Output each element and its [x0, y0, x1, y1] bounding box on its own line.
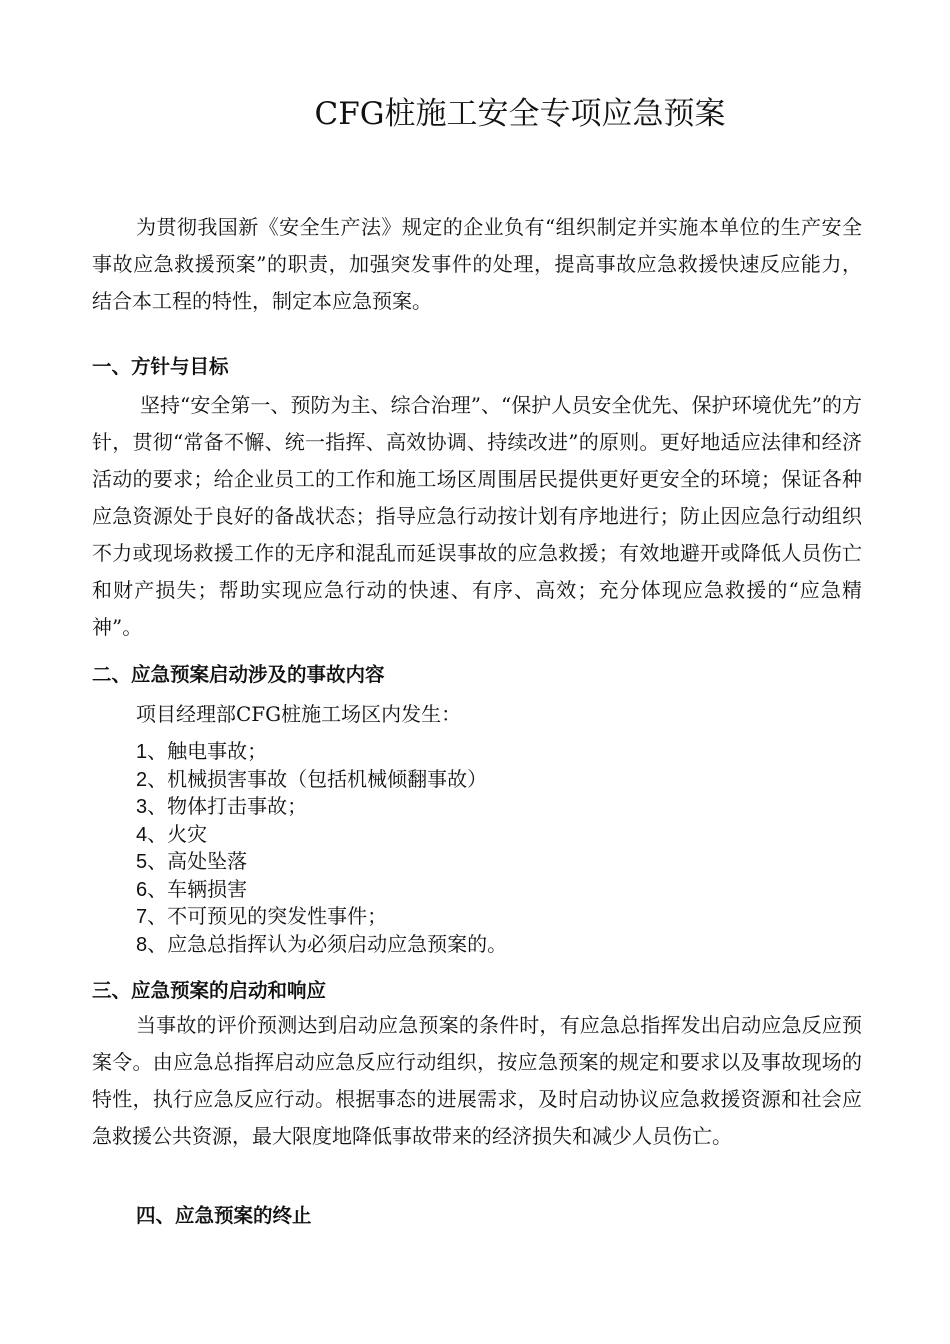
list-item: 7、不可预见的突发性事件；: [136, 904, 388, 928]
intro-paragraph: 为贯彻我国新《安全生产法》规定的企业负有“组织制定并实施本单位的生产安全事故应急救援预案”的职责，加强突发事件的处理，提高事故应急救援快速反应能力，结合本工程的特性，制定本应急预案。: [92, 215, 862, 313]
list-item: 3、物体打击事故；: [136, 794, 308, 818]
section-2-intro: 项目经理部CFG桩施工场区内发生：: [136, 702, 462, 726]
section-4-heading: 四、应急预案的终止: [136, 1204, 312, 1227]
accident-list: [136, 738, 507, 958]
list-item: 4、火灾: [136, 821, 208, 846]
list-item: 5、高处坠落: [136, 849, 248, 873]
list-item: 8、应急总指挥认为必须启动应急预案的。: [136, 931, 508, 956]
section-3-body: 当事故的评价预测达到启动应急预案的条件时，有应急总指挥发出启动应急反应预案令。由应急总指挥启动应急反应行动组织，按应急预案的规定和要求以及事故现场的特性，执行应急反应行动。根据事态的进展需求，及时启动协议应急救援资源和社会应急救援公共资源，最大限度地降低事故带来的经济损失和减少人员伤亡。: [92, 1013, 862, 1148]
section-3-heading: 三、应急预案的启动和响应: [92, 979, 327, 1002]
section-1-body: 坚持“安全第一、预防为主、综合治理”、“保护人员安全优先、保护环境优先”的方针，贯彻“常备不懈、统一指挥、高效协调、持续改进”的原则。更好地适应法律和经济活动的要求；给企业员工的工作和施工场区周围居民提供更好更安全的环境；保证各种应急资源处于良好的备战状态；指导应急行动按计划有序地进行；防止因应急行动组织不力或现场救援工作的无序和混乱而延误事故的应急救援；有效地避开或降低人员伤亡和财产损失；帮助实现应急行动的快速、有序、高效；充分体现应急救援的“应急精神”。: [92, 393, 862, 639]
list-item: 6、车辆损害: [136, 876, 248, 901]
list-item: 1、触电事故；: [136, 739, 268, 763]
section-1-heading: 一、方针与目标: [92, 355, 229, 378]
section-2-heading: 二、应急预案启动涉及的事故内容: [92, 663, 385, 686]
list-item: 2、机械损害事故（包括机械倾翻事故）: [136, 766, 488, 791]
document-title: CFG桩施工安全专项应急预案: [314, 96, 726, 132]
